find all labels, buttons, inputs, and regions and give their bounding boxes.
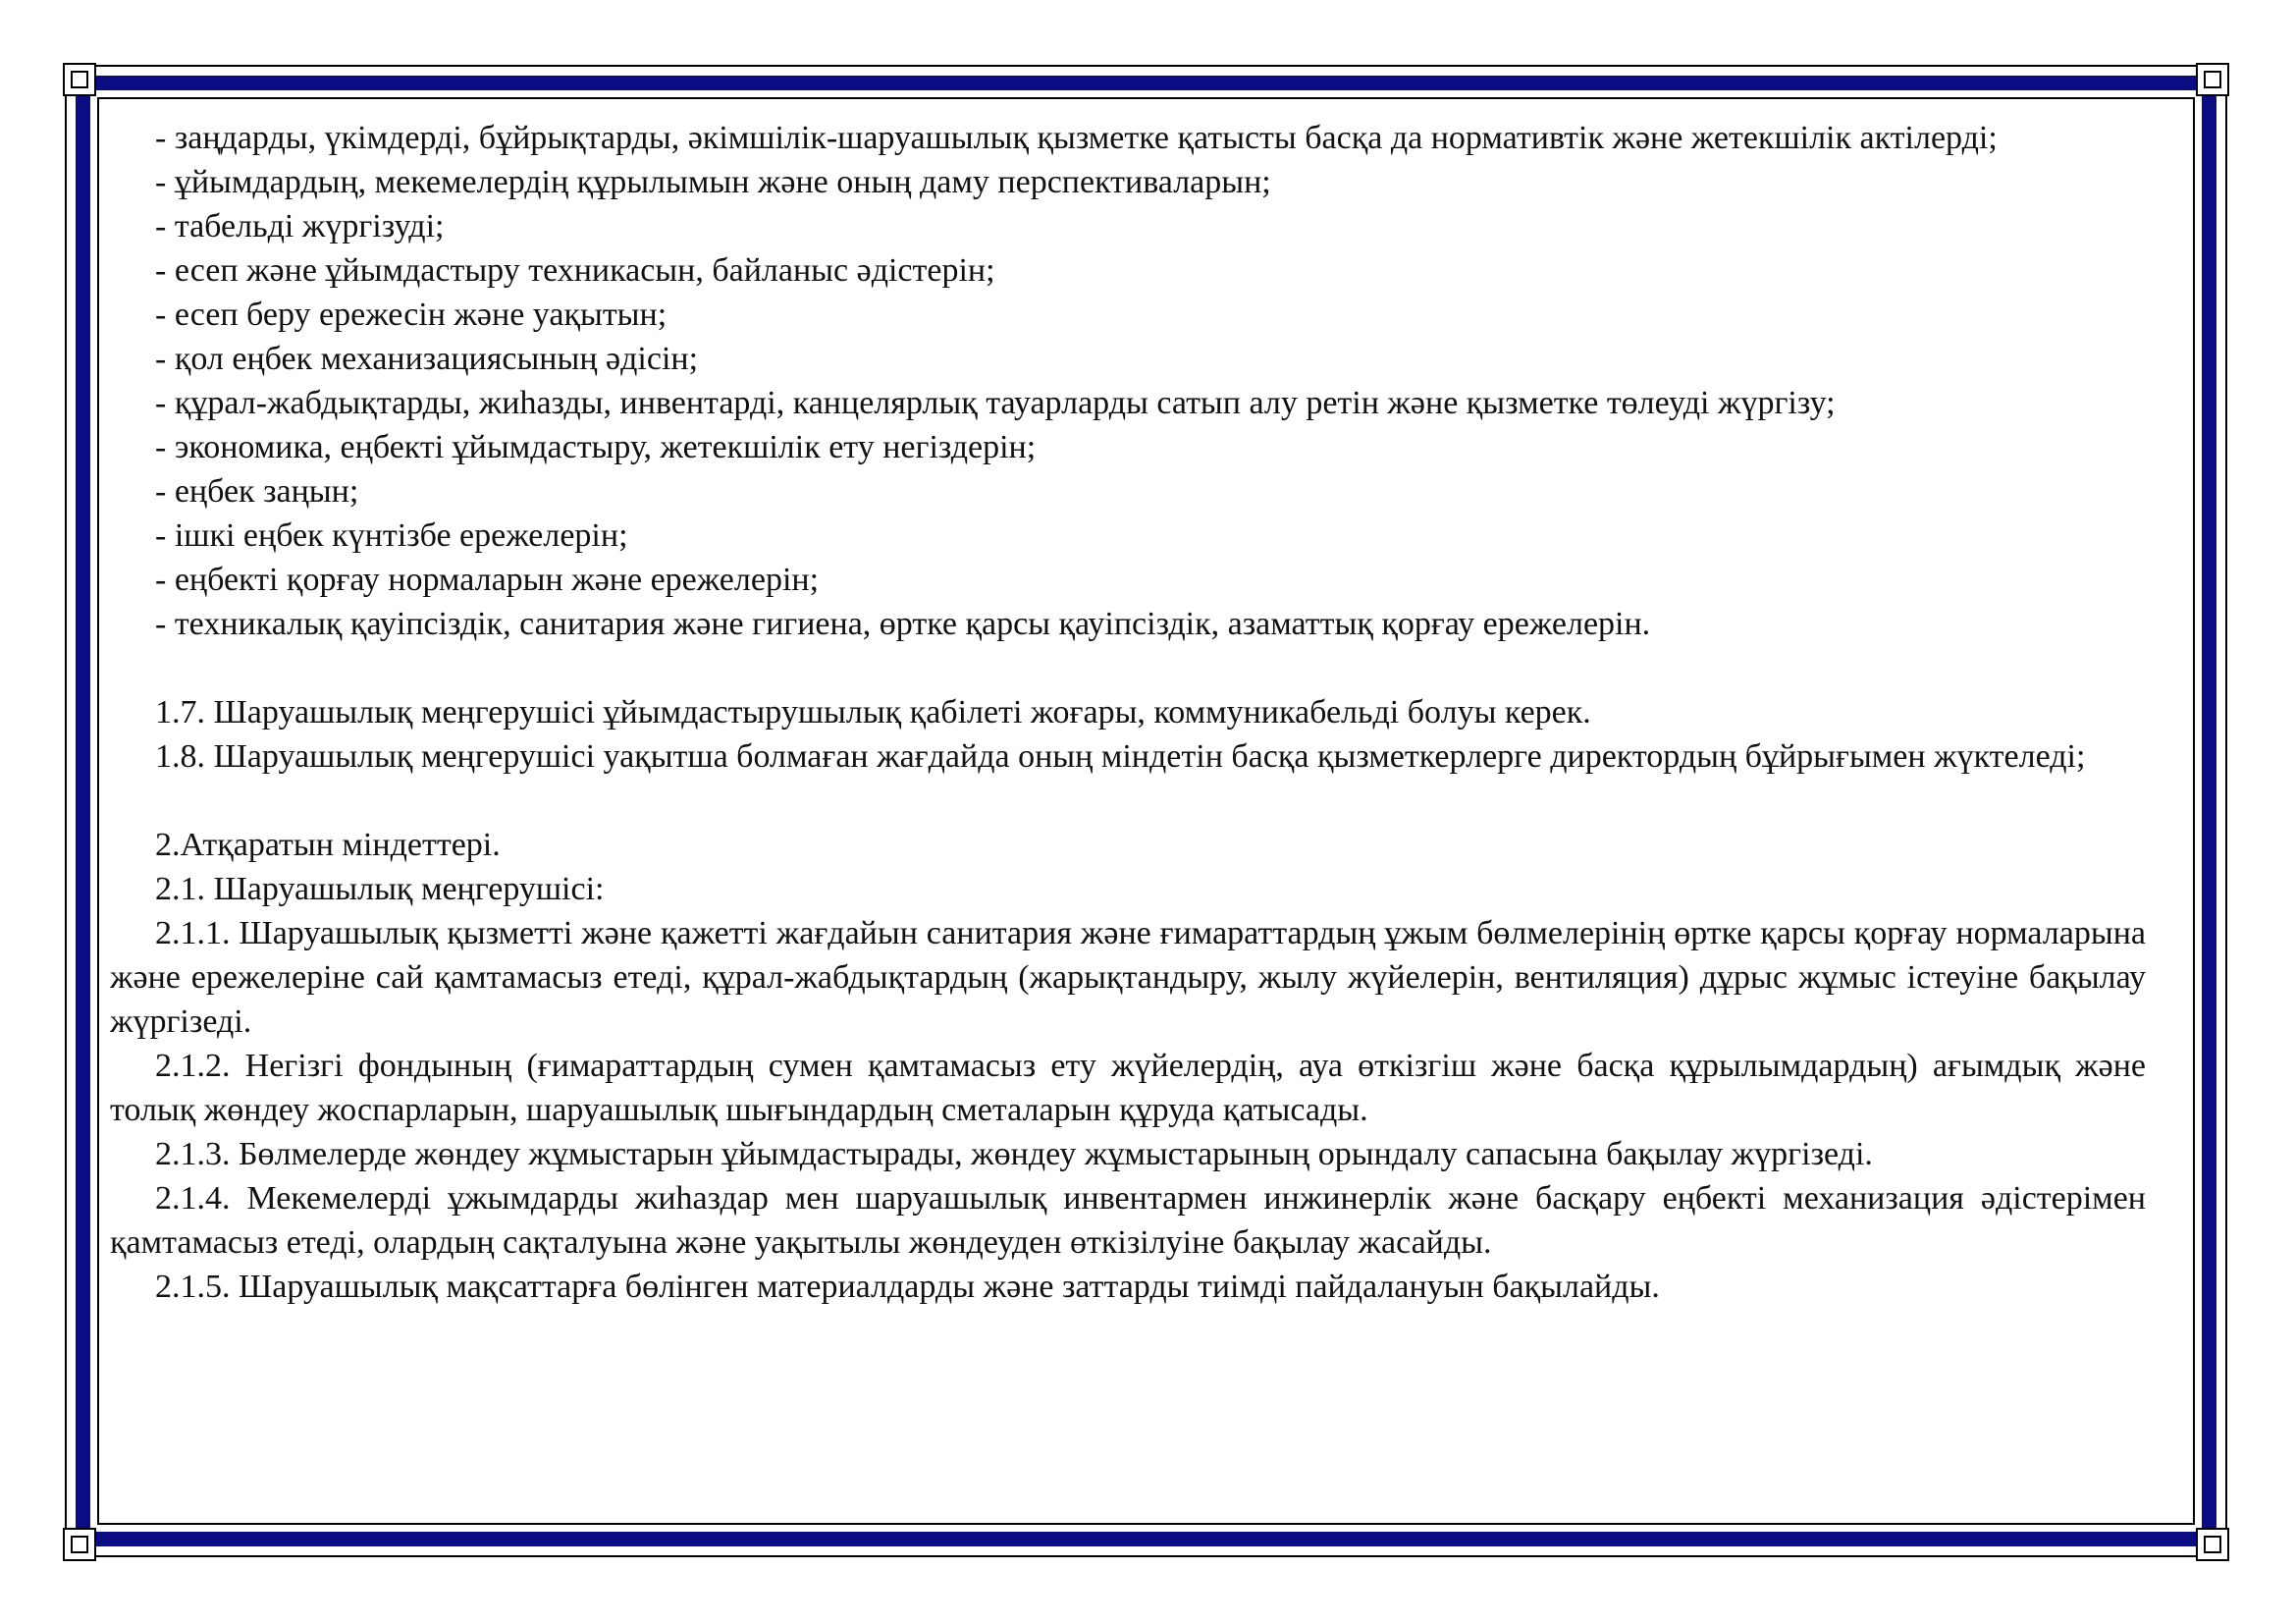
paragraph-1-8: 1.8. Шаруашылық меңгерушісі уақытша болмаған жағдайда оның міндетін басқа қызметкерлерге директордың бұйрығымен жүктеледі; [155,738,2086,775]
paragraph-2-1-5: 2.1.5. Шаруашылық мақсаттарға бөлінген материалдарды және заттарды тиімді пайдалануын бақылайды. [155,1269,1660,1305]
frame-corner-ornament [2196,63,2229,96]
frame-corner-ornament [63,63,96,96]
list-item: - еңбекті қорғау нормаларын және ережелерін; [155,562,820,598]
section-heading: 2.Атқаратын міндеттері. [155,827,501,863]
frame-corner-ornament [2196,1528,2229,1561]
list-item: - заңдарды, үкімдерді, бұйрықтарды, әкімшілік-шаруашылық қызметке қатысты басқа да нормативтік және жетекшілік актілерді; [155,120,1998,156]
paragraph-2-1: 2.1. Шаруашылық меңгерушісі: [155,871,605,907]
list-item: - ұйымдардың, мекемелердің құрылымын және оның даму перспективаларын; [155,164,1271,200]
list-item: - табельді жүргізуді; [155,208,445,244]
list-item: - экономика, еңбекті ұйымдастыру, жетекшілік ету негіздерін; [155,429,1037,465]
list-item: - техникалық қауіпсіздік, санитария және гигиена, өртке қарсы қауіпсіздік, азаматтық қорғау ережелерін. [155,606,1651,642]
list-item: - есеп және ұйымдастыру техникасын, байланыс әдістерін; [155,252,995,289]
list-item: - есеп беру ережесін және уақытын; [155,297,667,333]
document-body [110,116,2146,1309]
frame-corner-ornament [63,1528,96,1561]
paragraph-1-7: 1.7. Шаруашылық меңгерушісі ұйымдастырушылық қабілеті жоғары, коммуникабельді болуы керек. [155,694,1591,731]
paragraph-2-1-3: 2.1.3. Бөлмелерде жөндеу жұмыстарын ұйымдастырады, жөндеу жұмыстарының орындалу сапасына бақылау жүргізеді. [155,1136,1873,1172]
spacer [110,779,2146,823]
spacer [110,646,2146,690]
list-item: - қол еңбек механизациясының әдісін; [155,341,699,377]
list-item: - еңбек заңын; [155,473,359,510]
paragraph-2-1-1: 2.1.1. Шаруашылық қызметті және қажетті жағдайын санитария және ғимараттардың ұжым бөлмелерінің өртке қарсы қорғау нормаларына және ережелеріне сай қамтамасыз етеді, құрал-жабдықтардың (жарықтандыру, жылу жүйелерін, вентиляция) дұрыс жұмыс істеуіне бақылау жүргізеді. [110,915,2146,1040]
list-item: - ішкі еңбек күнтізбе ережелерін; [155,517,628,554]
paragraph-2-1-2: 2.1.2. Негізгі фондының (ғимараттардың сумен қамтамасыз ету жүйелердің, ауа өткізгіш және басқа құрылымдардың) ағымдық және толық жөндеу жоспарларын, шаруашылық шығындардың сметаларын құруда қатысады. [110,1048,2146,1128]
list-item: - құрал-жабдықтарды, жиһазды, инвентарді, канцелярлық тауарларды сатып алу ретін және қызметке төлеуді жүргізу; [155,385,1836,421]
paragraph-2-1-4: 2.1.4. Мекемелерді ұжымдарды жиһаздар мен шаруашылық инвентармен инжинерлік және басқару еңбекті механизация әдістерімен қамтамасыз етеді, олардың сақталуына және уақытылы жөндеуден өткізілуіне бақылау жасайды. [110,1180,2146,1261]
